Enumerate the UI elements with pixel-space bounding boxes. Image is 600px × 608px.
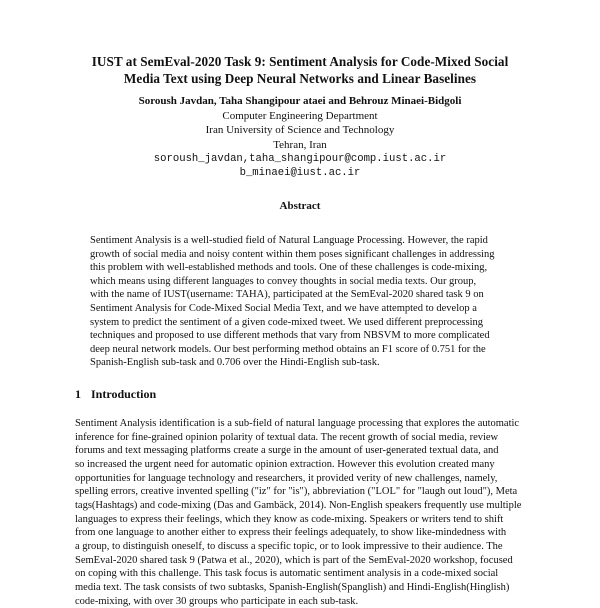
introduction-text — [75, 417, 539, 608]
abstract-line: this problem with well-established methods and tools. One of these challenges is code-mixing, — [90, 262, 488, 274]
abstract-text — [90, 234, 522, 370]
title-line: Media Text using Deep Neural Networks and Linear Baselines — [123, 71, 477, 86]
title-line: IUST at SemEval-2020 Task 9: Sentiment Analysis for Code-Mixed Social — [91, 54, 509, 69]
intro-line: from one language to another either to express their feelings adequately, to show like-mindedness with — [75, 527, 507, 539]
abstract-heading: Abstract — [279, 200, 321, 212]
abstract-line: Sentiment Analysis for Code-Mixed Social Media Text, and we have attempted to develop a — [90, 302, 477, 314]
intro-line: tags(Hashtags) and code-mixing (Das and Gambäck, 2014). Non-English speakers frequently use multiple — [75, 499, 522, 511]
email-line: b_minaei@iust.ac.ir — [239, 167, 361, 179]
section-number: 1 — [75, 387, 81, 401]
abstract-line: growth of social media and noisy content within them poses significant challenges in addressing — [90, 248, 495, 260]
abstract-line: system to predict the sentiment of a given code-mixed tweet. We used different preprocessing — [90, 316, 483, 328]
intro-line: so increased the urgent need for automatic opinion extraction. However this evolution created many — [75, 458, 495, 470]
paper-title — [60, 53, 540, 87]
intro-line: a group, to distinguish oneself, to discuss a specific topic, or to look impressive to their audience. The — [75, 540, 503, 552]
email-line: soroush_javdan,taha_shangipour@comp.iust.ac.ir — [153, 153, 447, 165]
author-list: Soroush Javdan, Taha Shangipour ataei and Behrouz Minaei-Bidgoli — [138, 95, 462, 107]
abstract-line: Spanish-English sub-task and 0.706 over the Hindi-English sub-task. — [90, 357, 380, 369]
intro-line: SemEval-2020 shared task 9 (Patwa et al., 2020), which is part of the SemEval-2020 workshop, focused — [75, 554, 513, 566]
intro-line: code-mixing, with over 30 groups who participate in each sub-task. — [75, 595, 359, 607]
affiliation-university: Iran University of Science and Technology — [205, 124, 395, 136]
intro-line: spelling errors, creative invented spelling ("iz" for "is"), abbreviation ("LOL" for "laugh out loud"), Meta — [75, 486, 518, 498]
abstract-line: which means using different languages to convey thoughts in social media texts. Our group, — [90, 275, 477, 287]
intro-line: on coping with this challenge. This task focus is automatic sentiment analysis in a code-mixed social — [75, 568, 499, 580]
abstract-line: Sentiment Analysis is a well-studied field of Natural Language Processing. However, the rapid — [90, 235, 488, 246]
affiliation-location: Tehran, Iran — [273, 139, 327, 151]
intro-line: opportunities for language technology and researchers, it provided verity of new challenges, namely, — [75, 472, 498, 484]
affiliation-department: Computer Engineering Department — [222, 110, 378, 122]
section-title: Introduction — [91, 387, 157, 401]
intro-line: forums and text messaging platforms create a surge in the amount of user-generated textual data, and — [75, 445, 499, 457]
intro-line: languages to express their feelings, which they know as code-mixing. Speakers or writers tend to shift — [75, 513, 504, 525]
intro-line: inference for fine-grained opinion polarity of textual data. The recent growth of social media, review — [75, 431, 499, 443]
abstract-line: deep neural network models. Our best performing method obtains an F1 score of 0.751 for the — [90, 343, 486, 355]
intro-line: Sentiment Analysis identification is a sub-field of natural language processing that explores the automatic — [75, 418, 520, 429]
intro-line: media text. The task consists of two subtasks, Spanish-English(Spanglish) and Hindi-English(Hinglish) — [75, 581, 510, 593]
abstract-line: techniques and proposed to use different methods that vary from NBSVM to more complicated — [90, 330, 490, 342]
section-heading-introduction — [75, 387, 156, 401]
abstract-line: with the name of IUST(username: TAHA), participated at the SemEval-2020 shared task 9 on — [90, 289, 484, 301]
